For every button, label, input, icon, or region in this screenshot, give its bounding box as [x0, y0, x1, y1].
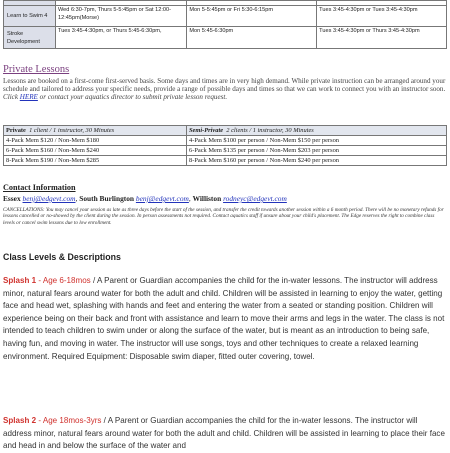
request-text: or contact your aquatics director to submit private lesson request.: [39, 93, 228, 102]
schedule-row: [4, 6, 447, 27]
splash-1-name: Splash 1: [3, 276, 37, 285]
schedule-cell: Tues 3:45-4:30pm or Tues 3:45-4:30pm: [317, 6, 447, 27]
pricing-cell: 8-Pack Mem $160 per person / Non-Mem $240 per person: [187, 156, 447, 166]
private-lessons-title: Private Lessons: [3, 64, 70, 75]
private-header-label: Private: [6, 127, 26, 134]
private-pricing-table: [3, 125, 447, 166]
williston-email-link[interactable]: rodneyc@edgevt.com: [223, 194, 287, 203]
pricing-cell: 4-Pack Mem $100 per person / Non-Mem $150 per person: [187, 136, 447, 146]
class-levels-title: Class Levels & Descriptions: [3, 252, 121, 262]
splash-1-description: [3, 275, 447, 363]
splash-1-text: / A Parent or Guardian accompanies the child for the in-water lessons. The instructor will address minor, natural fears around water for both the adult and child. Children will be assisted in learning to enjoy the water, getting face and head wet, splashing with hands and feet and entering the water from a seated or standing position. Children will experience being on their back and front with assistance and learn to move their arms and legs in the water. The class is not intended to teach children to swim under or along the surface of the water, but is meant as an introduction to being safe, having fun, and moving in water. The instructor will use songs, toys and other techniques to create a relaxed learning environment. Required Equipment: Disposable swim diaper, fitted outer covering, towel.: [3, 276, 445, 361]
pricing-cell: 6-Pack Mem $160 / Non-Mem $240: [4, 146, 187, 156]
semi-private-header: [187, 126, 447, 136]
cancellation-policy: CANCELLATIONS: You may cancel your session as late as three days before the start of the session, and transfer the credit towards another session within a 6 month period. There will be no monetary refunds for lessons cancelled or no-showed by the client during the session. In person assessments not required. Contact aquatics staff if unsure about your child's placement. The Edge reserves the right to combine class levels or cancel swim lessons due to low enrollment.: [3, 207, 444, 226]
south-burlington-label: South Burlington: [79, 194, 135, 203]
private-lessons-text: [3, 77, 447, 102]
schedule-cell: Wed 6:30-7pm, Thurs 5-5:45pm or Sat 12:00-12:45pm(Morse): [55, 6, 186, 27]
pricing-row: [4, 156, 447, 166]
schedule-cell: Mon 5-5:45pm or Fri 5:30-6:15pm: [187, 6, 317, 27]
schedule-cell: Tues 3:45-4:30pm, or Thurs 5:45-6:30pm,: [55, 27, 186, 49]
essex-label: Essex: [3, 194, 21, 203]
schedule-cell-label: Learn to Swim 4: [4, 6, 56, 27]
schedule-cell: Mon 5:45-6:30pm: [187, 27, 317, 49]
south-burlington-email-link[interactable]: benj@edgevt.com: [135, 194, 189, 203]
schedule-table: [3, 0, 447, 49]
semi-private-header-label: Semi-Private: [189, 127, 224, 134]
private-header-desc: 1 client / 1 instructor, 30 Minutes: [29, 127, 115, 134]
pricing-header-row: [4, 126, 447, 136]
pricing-cell: 8-Pack Mem $190 / Non-Mem $285: [4, 156, 187, 166]
splash-2-description: [3, 415, 447, 453]
splash-2-name: Splash 2: [3, 416, 37, 425]
contact-title: Contact Information: [3, 183, 76, 192]
pricing-cell: 6-Pack Mem $135 per person / Non-Mem $203 per person: [187, 146, 447, 156]
schedule-cell-label: Stroke Development: [4, 27, 56, 49]
schedule-row: [4, 27, 447, 49]
private-header: [4, 126, 187, 136]
pricing-row: [4, 146, 447, 156]
splash-2-age: - Age 18mos-3yrs: [38, 416, 102, 425]
pricing-row: [4, 136, 447, 146]
williston-label: Williston: [192, 194, 222, 203]
private-intro: Lessons are booked on a first-come first-served basis. Some days and times are in very high demand. While private instruction can be arranged around your schedule and tailored to address your specific needs, provide a range of possible days and times so that we can work to connect you with an instructor soon.: [3, 77, 446, 94]
here-link[interactable]: HERE: [19, 93, 38, 102]
essex-email-link[interactable]: benj@edgevt.com: [22, 194, 76, 203]
click-label: Click: [3, 93, 18, 102]
semi-private-header-desc: 2 clients / 1 instructor, 30 Minutes: [226, 127, 314, 134]
pricing-cell: 4-Pack Mem $120 / Non-Mem $180: [4, 136, 187, 146]
contact-line: Essex benj@edgevt.com, South Burlington benj@edgevt.com, Williston rodneyc@edgevt.com: [3, 194, 287, 203]
splash-2-text: / A Parent or Guardian accompanies the child for the in-water lessons. The instructor will address minor, natural fears around water for both the adult and child. Children will be assisted in learning to place their face and head in and below the surface of the water and: [3, 416, 445, 451]
splash-1-age: - Age 6-18mos: [38, 276, 91, 285]
schedule-cell: Tues 3:45-4:30pm or Thurs 3:45-4:30pm: [317, 27, 447, 49]
